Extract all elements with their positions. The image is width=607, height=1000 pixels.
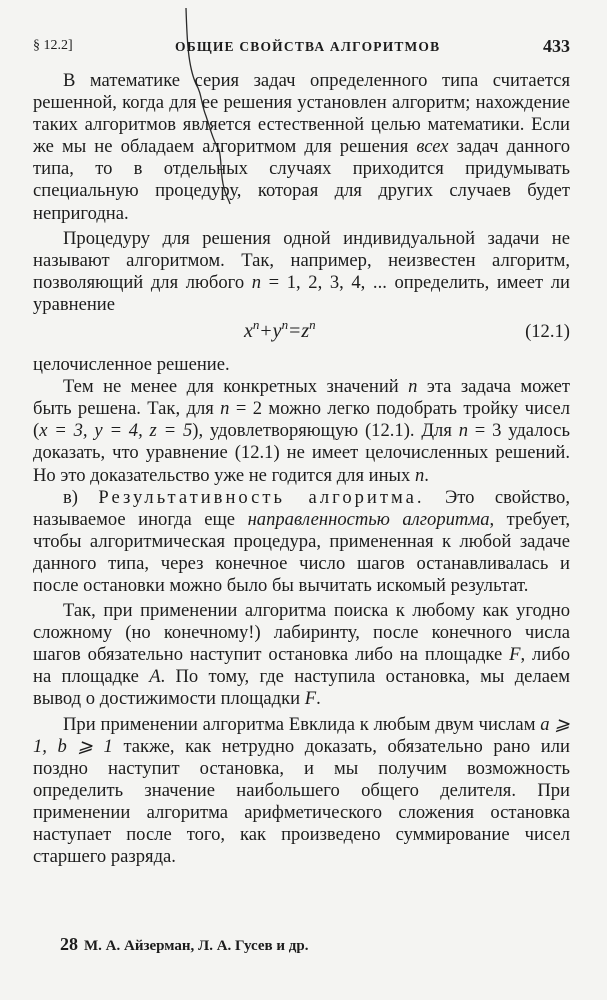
signature-number: 28: [60, 934, 78, 954]
paragraph-2: Процедуру для решения одной индивидуальной задачи не называют алгоритмом. Так, например, неизвестен алгоритм, позволяющий для любого n = 1, 2, 3, 4, ... определить, имеет ли уравнение: [33, 227, 570, 315]
page-number: 433: [543, 36, 570, 56]
emphasis-all: всех: [416, 136, 449, 158]
paragraph-6: При применении алгоритма Евклида к любым двум числам a ⩾ 1, b ⩾ 1 также, как нетрудно доказать, обязательно рано или поздно наступит остановка, и мы получим возможность определить значение наибольшего общего делителя. При применении алгоритма арифметического сложения остановка наступает после того, как произведено суммирование чисел старшего разряда.: [33, 713, 570, 868]
running-head: [33, 36, 570, 58]
paragraph-2-continuation: целочисленное решение.: [33, 354, 230, 376]
paragraph-1: В математике серия задач определенного типа считается решенной, когда для ее решения установлен алгоритм; нахождение таких алгоритмов является естественной целью математики. Если же мы не обладаем алгоритмом для решения всех задач данного типа, то в отдельных случаях приходится придумывать специальную процедуру, которая для других случаев будет непригодна.: [33, 70, 570, 224]
paragraph-4: в) Результативность алгоритма. Это свойство, называемое иногда еще направленностью алгоритма, требует, чтобы алгоритмическая процедура, примененная к любой задаче данного типа, через конечное число шагов останавливалась и после остановки можно было бы вычитать искомый результат.: [33, 486, 571, 596]
equation-number: (12.1): [525, 321, 570, 343]
chapter-title: ОБЩИЕ СВОЙСТВА АЛГОРИТМОВ: [175, 39, 441, 54]
property-heading: Результативность алгоритма.: [98, 486, 425, 508]
authors: М. А. Айзерман, Л. А. Гусев и др.: [84, 938, 309, 954]
section-number: § 12.2]: [33, 38, 73, 53]
paragraph-3: Тем не менее для конкретных значений n эта задача может быть решена. Так, для n = 2 можно легко подобрать тройку чисел (x = 3, y = 4, z = 5), удовлетворяющую (12.1). Для n = 3 удалось доказать, что уравнение (12.1) не имеет целочисленных решений. Но это доказательство уже не годится для иных n.: [33, 376, 570, 486]
equation-12-1: [33, 318, 570, 348]
paragraph-5: Так, при применении алгоритма поиска к любому как угодно сложному (но конечному!) лабиринту, после конечного числа шагов обязательно наступит остановка либо на площадке F, либо на площадке A. По тому, где наступила остановка, мы делаем вывод о достижимости площадки F.: [33, 600, 570, 710]
emphasis-directedness: направленностью алгоритма: [247, 508, 490, 530]
fermat-equation: $x^n+y^n=z^n$: [244, 317, 316, 343]
signature-line: [60, 934, 308, 955]
body-text: [33, 70, 570, 868]
